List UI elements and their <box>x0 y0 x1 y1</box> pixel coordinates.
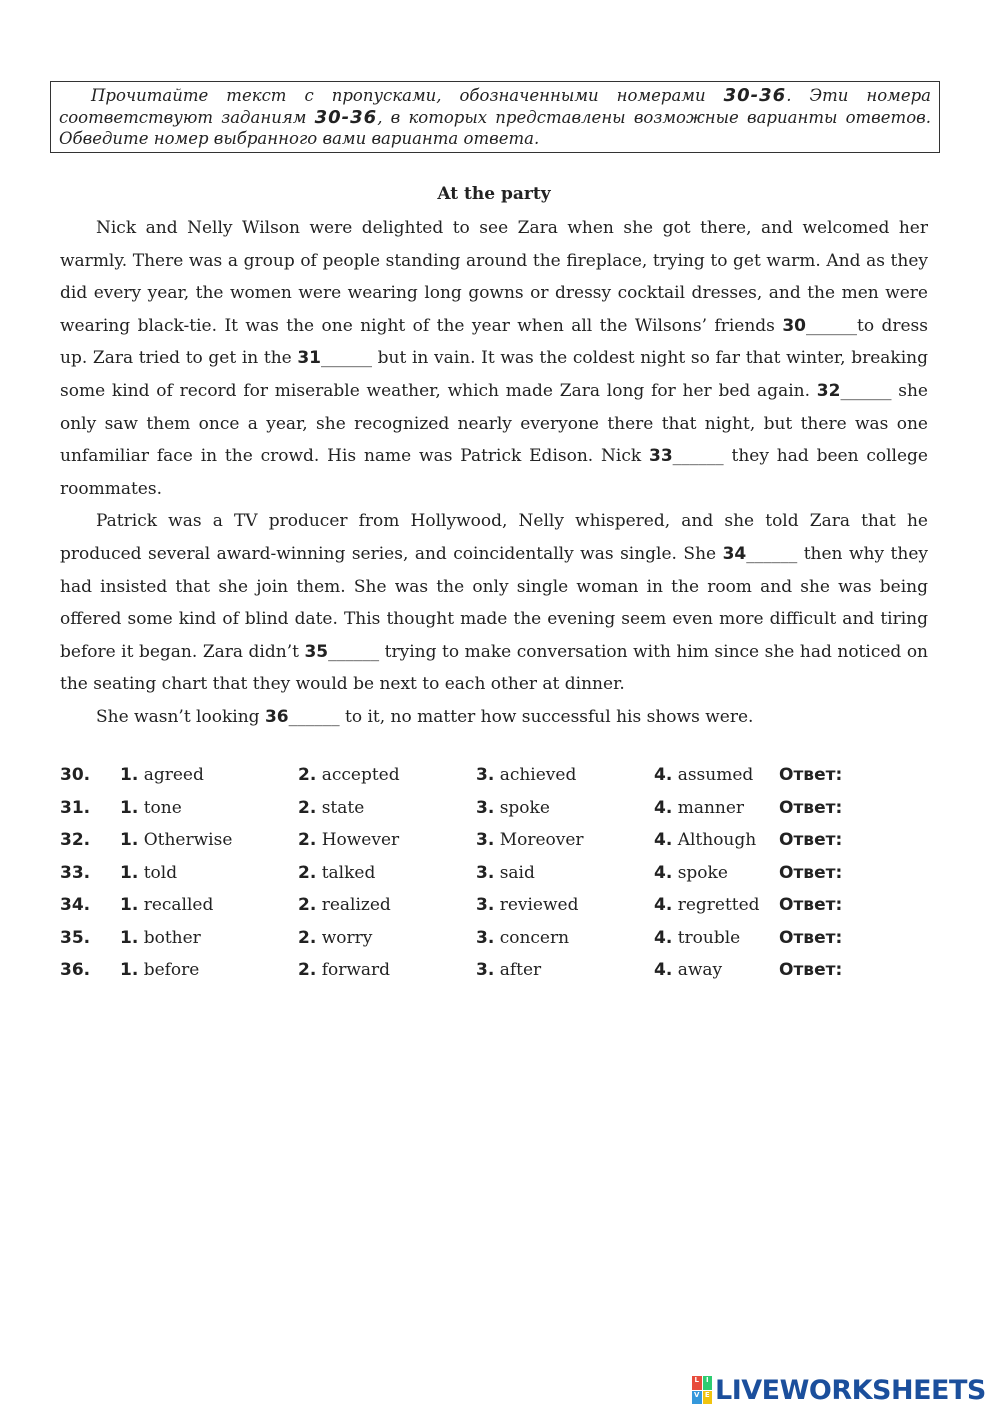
option-word: after <box>494 960 542 980</box>
text-span: but in vain. It was the coldest night so far that winter, breaking some kind of record for miserable weather, which made Zara long for her bed again. <box>60 348 928 401</box>
question-row-32 <box>60 830 940 863</box>
task-range: 30-36 <box>314 106 378 128</box>
question-number: 33. <box>60 862 91 883</box>
option-4[interactable] <box>654 765 753 785</box>
gap-number-36: 36 <box>264 706 289 727</box>
option-word: realized <box>316 895 391 915</box>
option-2[interactable] <box>298 928 372 948</box>
instructions-text: . Эти номера соответствуют заданиям <box>59 86 931 127</box>
option-word: state <box>316 797 365 818</box>
option-number: 1. <box>120 830 139 850</box>
option-word: concern <box>494 927 570 948</box>
answer-label[interactable]: Ответ: <box>779 927 843 948</box>
gap-36[interactable]: ______ <box>288 706 340 727</box>
option-word: spoke <box>494 797 550 818</box>
option-word: agreed <box>138 765 204 785</box>
gap-35[interactable]: ______ <box>328 641 380 662</box>
reading-text <box>60 212 928 734</box>
option-word: regretted <box>672 895 760 915</box>
gap-30[interactable]: ______ <box>805 315 857 336</box>
question-number: 35. <box>60 927 91 948</box>
option-word: trouble <box>672 927 741 948</box>
option-word: accepted <box>316 765 400 785</box>
question-row-30 <box>60 765 940 798</box>
answer-label[interactable]: Ответ: <box>779 862 843 883</box>
option-word: forward <box>316 960 391 980</box>
option-number: 1. <box>120 862 139 883</box>
option-1[interactable] <box>120 928 201 948</box>
question-row-36 <box>60 960 940 993</box>
instructions-text: Прочитайте текст с пропусками, обозначенными номерами <box>91 86 724 105</box>
paragraph-3 <box>60 701 928 734</box>
option-number: 3. <box>476 895 495 915</box>
gap-number-30: 30 <box>782 315 806 336</box>
option-number: 3. <box>476 960 495 980</box>
instructions-box <box>50 81 940 153</box>
option-word: told <box>138 862 178 883</box>
option-number: 4. <box>654 895 673 915</box>
option-1[interactable] <box>120 765 204 785</box>
option-word: recalled <box>138 895 214 915</box>
option-3[interactable] <box>476 863 535 883</box>
question-number: 30. <box>60 765 91 785</box>
option-4[interactable] <box>654 928 740 948</box>
option-number: 4. <box>654 765 673 785</box>
option-number: 2. <box>298 960 317 980</box>
option-number: 2. <box>298 862 317 883</box>
option-3[interactable] <box>476 895 578 915</box>
gap-32[interactable]: ______ <box>840 380 892 401</box>
option-number: 4. <box>654 862 673 883</box>
option-number: 2. <box>298 765 317 785</box>
option-number: 1. <box>120 927 139 948</box>
logo-letter-i: I <box>703 1376 713 1390</box>
text-span: Patrick was a TV producer from Hollywood, Nelly whispered, and she told Zara that he produced several award-winning series, and coincidentally was single. She <box>60 511 928 564</box>
option-4[interactable] <box>654 960 722 980</box>
answer-label[interactable]: Ответ: <box>779 960 843 980</box>
text-span: she only saw them once a year, she recognized nearly everyone there that night, but there was one unfamiliar face in the crowd. His name was Patrick Edison. Nick <box>60 380 928 467</box>
task-range: 30-36 <box>723 85 787 106</box>
option-number: 2. <box>298 895 317 915</box>
gap-number-32: 32 <box>816 380 841 401</box>
liveworksheets-logo <box>692 1373 986 1407</box>
option-number: 4. <box>654 960 673 980</box>
instructions-text: , в которых представлены возможные варианты ответов. Обведите номер выбранного вами варианта ответа. <box>59 107 931 148</box>
option-word: tone <box>138 797 182 818</box>
gap-number-31: 31 <box>297 348 322 369</box>
logo-letter-l: L <box>692 1376 702 1390</box>
option-number: 2. <box>298 830 317 850</box>
option-word: However <box>316 830 400 850</box>
paragraph-1 <box>60 212 928 505</box>
option-number: 4. <box>654 830 673 850</box>
option-word: bother <box>138 927 201 948</box>
gap-number-35: 35 <box>304 641 329 662</box>
option-word: achieved <box>494 765 577 785</box>
option-1[interactable] <box>120 830 232 850</box>
option-word: Moreover <box>494 830 584 850</box>
option-2[interactable] <box>298 895 391 915</box>
text-span: they had been college roommates. <box>60 446 928 499</box>
option-2[interactable] <box>298 798 364 818</box>
option-1[interactable] <box>120 960 199 980</box>
option-4[interactable] <box>654 863 728 883</box>
option-word: Although <box>672 830 757 850</box>
option-word: away <box>672 960 723 980</box>
option-number: 3. <box>476 862 495 883</box>
text-title: At the party <box>437 184 551 204</box>
option-number: 4. <box>654 797 673 818</box>
option-word: worry <box>316 927 373 948</box>
option-2[interactable] <box>298 830 399 850</box>
gap-31[interactable]: ______ <box>321 348 373 369</box>
option-4[interactable] <box>654 798 744 818</box>
option-1[interactable] <box>120 895 213 915</box>
option-3[interactable] <box>476 765 576 785</box>
question-number: 34. <box>60 895 91 915</box>
text-span: She wasn’t looking <box>96 706 265 727</box>
option-word: before <box>138 960 200 980</box>
option-3[interactable] <box>476 830 584 850</box>
option-number: 3. <box>476 797 495 818</box>
option-word: talked <box>316 862 376 883</box>
text-span: to it, no matter how successful his shows were. <box>339 706 754 727</box>
question-row-34 <box>60 895 940 928</box>
gap-number-34: 34 <box>722 543 747 564</box>
option-word: said <box>494 862 535 883</box>
option-word: manner <box>672 797 745 818</box>
answer-label[interactable]: Ответ: <box>779 830 843 850</box>
gap-34[interactable]: ______ <box>746 543 798 564</box>
option-number: 1. <box>120 797 139 818</box>
option-number: 2. <box>298 927 317 948</box>
option-2[interactable] <box>298 765 400 785</box>
question-number: 36. <box>60 960 91 980</box>
logo-mark-icon <box>692 1376 712 1404</box>
option-1[interactable] <box>120 798 182 818</box>
answer-label[interactable]: Ответ: <box>779 797 843 818</box>
question-row-33 <box>60 863 940 896</box>
question-number: 32. <box>60 830 91 850</box>
option-number: 4. <box>654 927 673 948</box>
option-3[interactable] <box>476 798 550 818</box>
text-span: Nick and Nelly Wilson were delighted to see Zara when she got there, and welcomed her warmly. There was a group of people standing around the fireplace, trying to get warm. And as they did every year, the women were wearing long gowns or dressy cocktail dresses, and the men were wearing black-tie. It was the one night of the year when all the Wilsons’ friends <box>60 218 928 336</box>
option-word: spoke <box>672 862 728 883</box>
option-number: 3. <box>476 830 495 850</box>
answer-label[interactable]: Ответ: <box>779 895 843 915</box>
text-span: then why they had insisted that she join them. She was the only single woman in the room and she was being offered some kind of blind date. This thought made the evening seem even more difficult and tiring before it began. Zara didn’t <box>60 543 928 662</box>
gap-33[interactable]: ______ <box>672 446 724 467</box>
text-span: to dress up. Zara tried to get in the <box>60 315 928 369</box>
option-1[interactable] <box>120 863 177 883</box>
question-number: 31. <box>60 797 91 818</box>
option-number: 3. <box>476 765 495 785</box>
option-number: 3. <box>476 927 495 948</box>
option-number: 1. <box>120 960 139 980</box>
logo-letter-e: E <box>703 1391 713 1405</box>
question-row-31 <box>60 798 940 831</box>
logo-letter-v: V <box>692 1391 702 1405</box>
gap-number-33: 33 <box>649 446 673 467</box>
option-number: 1. <box>120 765 139 785</box>
answer-label[interactable]: Ответ: <box>779 765 843 785</box>
option-3[interactable] <box>476 960 541 980</box>
answer-options <box>60 765 940 993</box>
paragraph-2 <box>60 505 928 701</box>
option-2[interactable] <box>298 960 390 980</box>
option-4[interactable] <box>654 830 756 850</box>
option-4[interactable] <box>654 895 760 915</box>
option-3[interactable] <box>476 928 569 948</box>
option-word: Otherwise <box>138 830 233 850</box>
option-2[interactable] <box>298 863 375 883</box>
text-span: trying to make conversation with him since she had noticed on the seating chart that they would be next to each other at dinner. <box>60 641 929 695</box>
option-word: assumed <box>672 765 754 785</box>
question-row-35 <box>60 928 940 961</box>
option-number: 2. <box>298 797 317 818</box>
logo-text: LIVEWORKSHEETS <box>715 1374 986 1406</box>
option-word: reviewed <box>494 895 579 915</box>
option-number: 1. <box>120 895 139 915</box>
